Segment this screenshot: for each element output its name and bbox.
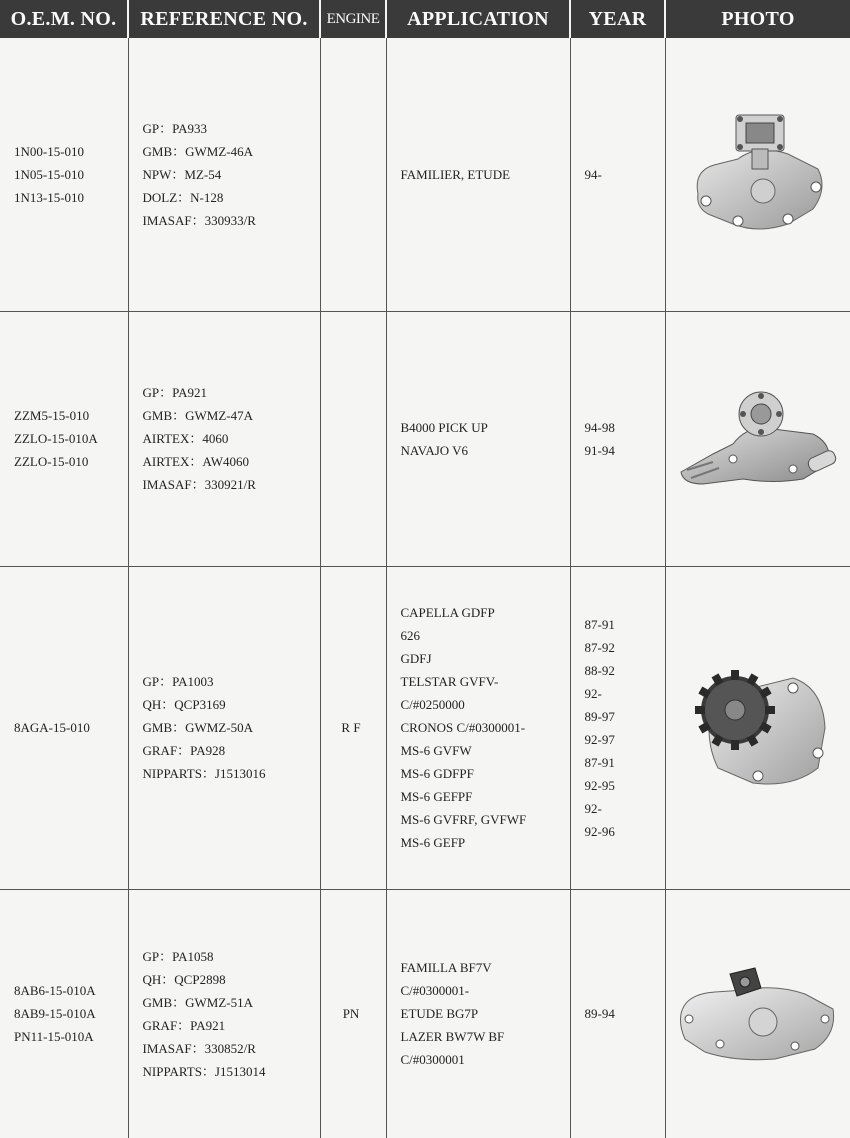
application-cell	[386, 38, 570, 311]
header-row	[0, 0, 850, 38]
year-entry: 92-95	[584, 777, 615, 793]
reference-cell	[128, 311, 320, 566]
reference-number: IMASAF：330933/R	[142, 212, 256, 228]
application-entry: TELSTAR GVFV-	[400, 674, 499, 689]
year-entry: 89-94	[584, 1006, 615, 1022]
oem-number: ZZM5-15-010	[14, 408, 90, 423]
application-entry: MS-6 GVFRF, GVFWF	[400, 812, 527, 827]
reference-number: GMB：GWMZ-50A	[142, 720, 253, 735]
reference-number: IMASAF：330852/R	[142, 1040, 256, 1056]
application-entry: C/#0300001-	[400, 983, 470, 999]
year-entry: 92-	[584, 800, 602, 816]
year-entry: 92-97	[584, 731, 615, 747]
reference-cell	[128, 38, 320, 311]
geared-water-pump-icon	[673, 658, 843, 798]
header-year: YEAR	[570, 0, 665, 38]
photo-cell	[665, 311, 850, 566]
reference-number: GP：PA1058	[142, 948, 214, 964]
header-reference: REFERENCE NO.	[128, 0, 320, 38]
photo-cell	[665, 566, 850, 889]
reference-number: GMB：GWMZ-51A	[142, 994, 253, 1010]
reference-number: IMASAF：330921/R	[142, 477, 256, 492]
application-cell	[386, 566, 570, 889]
reference-number: GRAF：PA928	[142, 743, 226, 758]
oem-cell	[0, 889, 128, 1138]
application-entry: ETUDE BG7P	[400, 1006, 479, 1022]
year-entry: 88-92	[584, 662, 615, 678]
application-entry: FAMILLA BF7V	[400, 960, 492, 976]
reference-number: GP：PA921	[142, 385, 208, 400]
application-entry: CRONOS C/#0300001-	[400, 720, 526, 735]
application-entry: MS-6 GVFW	[400, 743, 472, 758]
oem-cell	[0, 311, 128, 566]
oem-number: 8AB9-15-010A	[14, 1006, 96, 1022]
reference-number: QH：QCP3169	[142, 697, 226, 712]
reference-number: QH：QCP2898	[142, 971, 226, 987]
year-entry: 92-96	[584, 823, 615, 839]
year-entry: 87-91	[584, 754, 615, 770]
year-entry: 91-94	[584, 442, 615, 458]
year-cell	[570, 311, 665, 566]
application-entry: FAMILIER, ETUDE	[400, 166, 511, 182]
reference-number: GMB：GWMZ-47A	[142, 408, 253, 423]
reference-number: AIRTEX：4060	[142, 431, 229, 446]
photo-cell	[665, 38, 850, 311]
year-cell	[570, 566, 665, 889]
oem-number: ZZLO-15-010	[14, 454, 89, 469]
reference-number: NIPPARTS：J1513014	[142, 1063, 266, 1079]
reference-number: GP：PA1003	[142, 674, 214, 689]
year-entry: 87-91	[584, 616, 615, 632]
oem-number: 8AGA-15-010	[14, 720, 90, 735]
year-entry: 94-98	[584, 419, 615, 435]
engine-cell: R F	[320, 566, 386, 889]
header-engine: ENGINE	[320, 0, 386, 38]
application-entry: MS-6 GDFPF	[400, 766, 474, 781]
oem-number: PN11-15-010A	[14, 1029, 94, 1045]
application-entry: NAVAJO V6	[400, 442, 469, 458]
water-pump-icon	[675, 964, 840, 1064]
application-entry: B4000 PICK UP	[400, 419, 488, 435]
oem-number: 1N05-15-010	[14, 166, 85, 182]
year-cell	[570, 889, 665, 1138]
application-entry: C/#0250000	[400, 697, 465, 712]
oem-number: ZZLO-15-010A	[14, 431, 98, 446]
engine-cell	[320, 311, 386, 566]
application-cell	[386, 311, 570, 566]
year-entry: 92-	[584, 685, 602, 701]
application-entry: C/#0300001	[400, 1052, 465, 1068]
oem-number: 1N00-15-010	[14, 143, 85, 159]
reference-number: GRAF：PA921	[142, 1017, 226, 1033]
oem-cell	[0, 38, 128, 311]
reference-number: DOLZ：N-128	[142, 189, 224, 205]
year-cell	[570, 38, 665, 311]
oem-cell	[0, 566, 128, 889]
application-entry: GDFJ	[400, 651, 432, 666]
header-photo: PHOTO	[665, 0, 850, 38]
reference-number: NPW：MZ-54	[142, 166, 222, 182]
engine-cell	[320, 38, 386, 311]
application-entry: 626	[400, 628, 420, 643]
water-pump-icon	[673, 384, 843, 494]
application-entry: MS-6 GEFPF	[400, 789, 473, 804]
table-row	[0, 566, 850, 889]
year-entry: 89-97	[584, 708, 615, 724]
header-oem: O.E.M. NO.	[0, 0, 128, 38]
header-application: APPLICATION	[386, 0, 570, 38]
water-pump-icon	[678, 109, 838, 239]
reference-cell	[128, 566, 320, 889]
oem-number: 1N13-15-010	[14, 189, 85, 205]
year-entry: 87-92	[584, 639, 615, 655]
reference-number: GP：PA933	[142, 120, 208, 136]
reference-number: NIPPARTS：J1513016	[142, 766, 266, 781]
reference-number: GMB：GWMZ-46A	[142, 143, 253, 159]
photo-cell	[665, 889, 850, 1138]
application-entry: MS-6 GEFP	[400, 835, 466, 850]
table-row	[0, 311, 850, 566]
reference-cell	[128, 889, 320, 1138]
engine-cell: PN	[320, 889, 386, 1138]
year-entry: 94-	[584, 166, 602, 182]
table-row	[0, 889, 850, 1138]
application-cell	[386, 889, 570, 1138]
reference-number: AIRTEX：AW4060	[142, 454, 249, 469]
table-row	[0, 38, 850, 311]
application-entry: CAPELLA GDFP	[400, 605, 495, 620]
oem-number: 8AB6-15-010A	[14, 983, 96, 999]
application-entry: LAZER BW7W BF	[400, 1029, 505, 1045]
